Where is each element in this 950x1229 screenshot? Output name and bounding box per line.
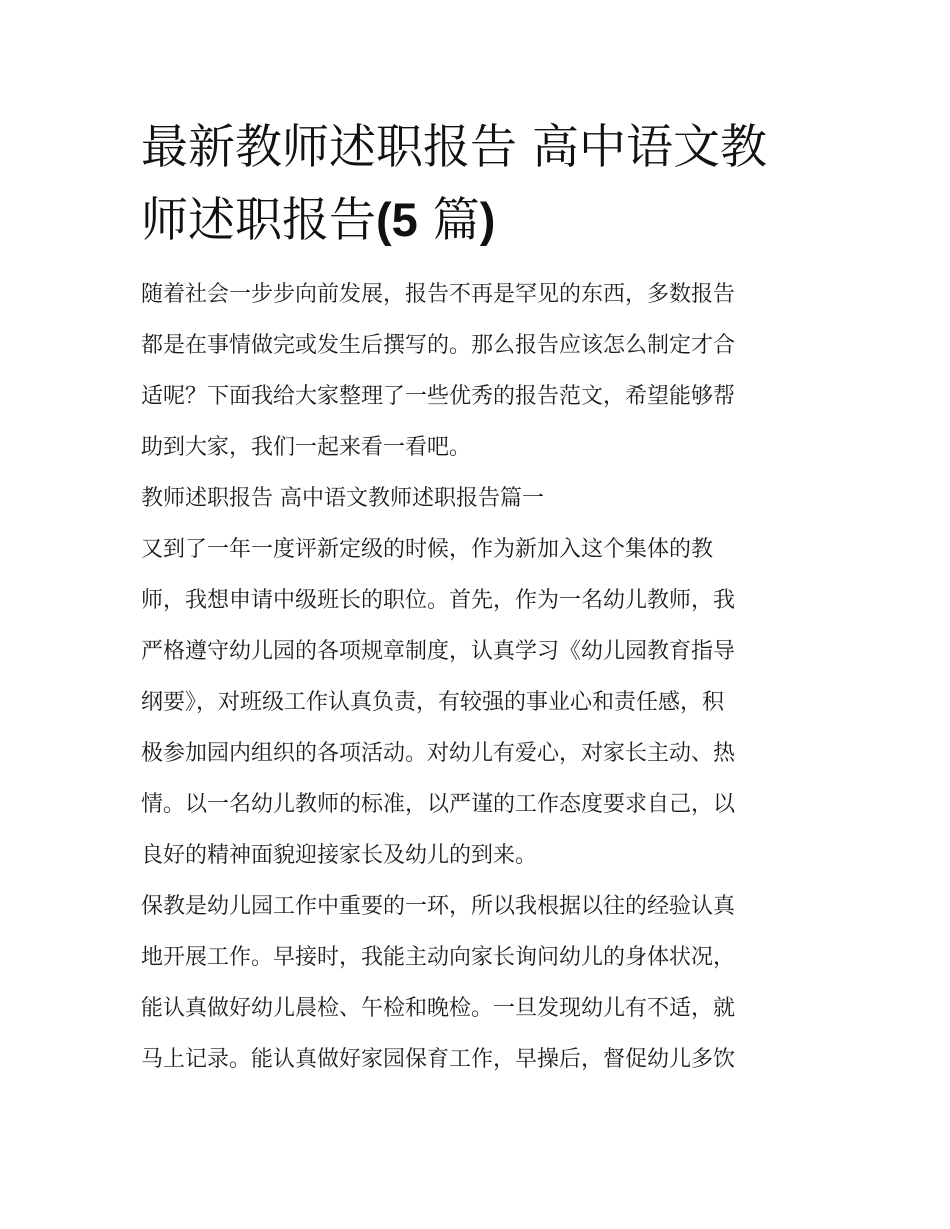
intro-paragraph: [141, 269, 811, 473]
document-title: [141, 112, 811, 257]
title-line-2: 师述职报告: [141, 193, 376, 248]
paragraph-line: 情。以一名幼儿教师的标准，以严谨的工作态度要求自己，以: [141, 792, 736, 817]
intro-line: 助到大家，我们一起来看一看吧。: [141, 435, 472, 460]
paragraph-line: 师，我想申请中级班长的职位。首先，作为一名幼儿教师，我: [141, 588, 736, 613]
intro-line: 随着社会一步步向前发展，报告不再是罕见的东西，多数报告: [141, 282, 736, 307]
section-heading: 教师述职报告 高中语文教师述职报告篇一: [141, 486, 544, 511]
title-line-1: 最新教师述职报告 高中语文教: [141, 120, 767, 175]
paragraph-2: [141, 881, 811, 1085]
paragraph-1: [141, 524, 811, 881]
paragraph-line: 良好的精神面貌迎接家长及幼儿的到来。: [141, 843, 538, 868]
paragraph-line: 地开展工作。早接时，我能主动向家长询问幼儿的身体状况，: [141, 945, 736, 970]
paragraph-line: 保教是幼儿园工作中重要的一环，所以我根据以往的经验认真: [141, 894, 736, 919]
paragraph-line: 极参加园内组织的各项活动。对幼儿有爱心，对家长主动、热: [141, 741, 736, 766]
document-body: [141, 269, 811, 1085]
intro-line: 都是在事情做完或发生后撰写的。那么报告应该怎么制定才合: [141, 333, 736, 358]
title-count-word: 篇: [417, 193, 480, 248]
paragraph-line: 严格遵守幼儿园的各项规章制度，认真学习《幼儿园教育指导: [141, 639, 736, 664]
title-count-open: (5: [376, 193, 418, 246]
paragraph-line: 纲要》，对班级工作认真负责，有较强的事业心和责任感，积: [141, 690, 725, 715]
paragraph-line: 又到了一年一度评新定级的时候，作为新加入这个集体的教: [141, 537, 714, 562]
intro-line: 适呢？下面我给大家整理了一些优秀的报告范文，希望能够帮: [141, 384, 736, 409]
paragraph-line: 马上记录。能认真做好家园保育工作，早操后，督促幼儿多饮: [141, 1047, 736, 1072]
title-count-close: ): [479, 193, 496, 246]
document-content: [141, 112, 811, 1085]
paragraph-line: 能认真做好幼儿晨检、午检和晚检。一旦发现幼儿有不适，就: [141, 996, 736, 1021]
